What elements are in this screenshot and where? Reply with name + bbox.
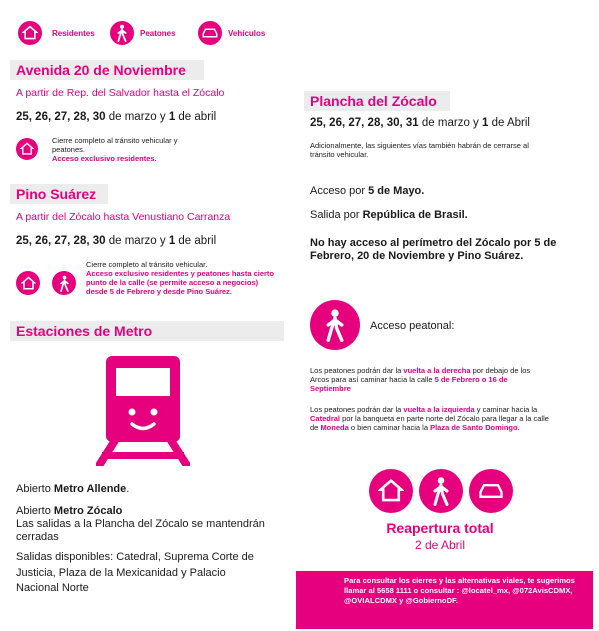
metro-zocalo: Abierto Metro Zócalo bbox=[16, 505, 123, 517]
car-icon bbox=[198, 21, 222, 45]
reopening-date: 2 de Abril bbox=[414, 538, 466, 552]
avenida-title: Avenida 20 de Noviembre bbox=[10, 60, 204, 80]
pino-subtitle: A partir del Zócalo hasta Venustiano Carranza bbox=[16, 211, 231, 223]
pino-title: Pino Suárez bbox=[10, 184, 108, 204]
plancha-title: Plancha del Zócalo bbox=[304, 91, 450, 111]
house-icon bbox=[16, 138, 38, 160]
avenida-subtitle: A partir de Rep. del Salvador hasta el Zócalo bbox=[16, 87, 225, 99]
legend-pedestrians: Peatones bbox=[140, 29, 176, 38]
reopening-title: Reapertura total bbox=[386, 520, 494, 536]
pedestrian-icon bbox=[52, 271, 76, 295]
plancha-access: Acceso por 5 de Mayo. bbox=[310, 185, 425, 197]
house-icon bbox=[18, 21, 42, 45]
pino-note: Cierre completo al tránsito vehicular. Acceso exclusivo residentes y peatones hasta cierto punto de la calle (se permite acceso a negocios) desde 5 de Febrero y desde Pino Suárez. bbox=[86, 260, 275, 296]
metro-train-icon bbox=[96, 354, 190, 466]
pino-dates: 25, 26, 27, 28, 30 de marzo y 1 de abril bbox=[16, 235, 217, 247]
metro-exits-closed: Las salidas a la Plancha del Zócalo se mantendrán cerradas bbox=[16, 518, 265, 543]
house-icon bbox=[369, 469, 413, 513]
metro-title: Estaciones de Metro bbox=[10, 321, 284, 341]
pedestrian-icon bbox=[110, 21, 134, 45]
pedestrian-icon bbox=[310, 300, 360, 350]
legend-vehicles: Vehículos bbox=[228, 29, 266, 38]
pedestrian-icon bbox=[419, 469, 463, 513]
footer-contact: Para consultar los cierres y las alternativas viales, te sugerimos llamar al 5658 1111 o consultar : @locatel_mx, @072AvisCDMX, @OVIALCDMX y @GobiernoDF. bbox=[296, 571, 593, 629]
metro-allende: Abierto Metro Allende. bbox=[16, 483, 130, 495]
pedestrian-right-turn: Los peatones podrán dar la vuelta a la derecha por debajo de los Arcos para así caminar hacia la calle 5 de Febrero o 16 de Septiembre bbox=[310, 366, 531, 393]
car-icon bbox=[469, 469, 513, 513]
legend-residents: Residentes bbox=[52, 29, 95, 38]
metro-exits-available: Salidas disponibles: Catedral, Suprema Corte de Justicia, Plaza de la Mexicanidad y Palacio Nacional Norte bbox=[16, 551, 254, 594]
pedestrian-left-turn: Los peatones podrán dar la vuelta a la izquierda y caminar hacia la Catedral por la banqueta en parte norte del Zócalo para llegar a la calle de Moneda o bien caminar hacia la Plaza de Santo Domingo. bbox=[310, 405, 549, 432]
plancha-no-access: No hay acceso al perímetro del Zócalo por 5 de Febrero, 20 de Noviembre y Pino Suárez. bbox=[310, 237, 557, 262]
avenida-dates: 25, 26, 27, 28, 30 de marzo y 1 de abril bbox=[16, 111, 217, 123]
plancha-exit: Salida por República de Brasil. bbox=[310, 209, 468, 221]
plancha-note: Adicionalmente, las siguientes vías también habrán de cerrarse al tránsito vehicular. bbox=[310, 141, 529, 159]
house-icon bbox=[16, 271, 40, 295]
plancha-dates: 25, 26, 27, 28, 30, 31 de marzo y 1 de Abril bbox=[310, 117, 530, 129]
pedestrian-label: Acceso peatonal: bbox=[370, 320, 455, 332]
avenida-note: Cierre completo al tránsito vehicular y peatones. Acceso exclusivo residentes. bbox=[52, 136, 178, 163]
